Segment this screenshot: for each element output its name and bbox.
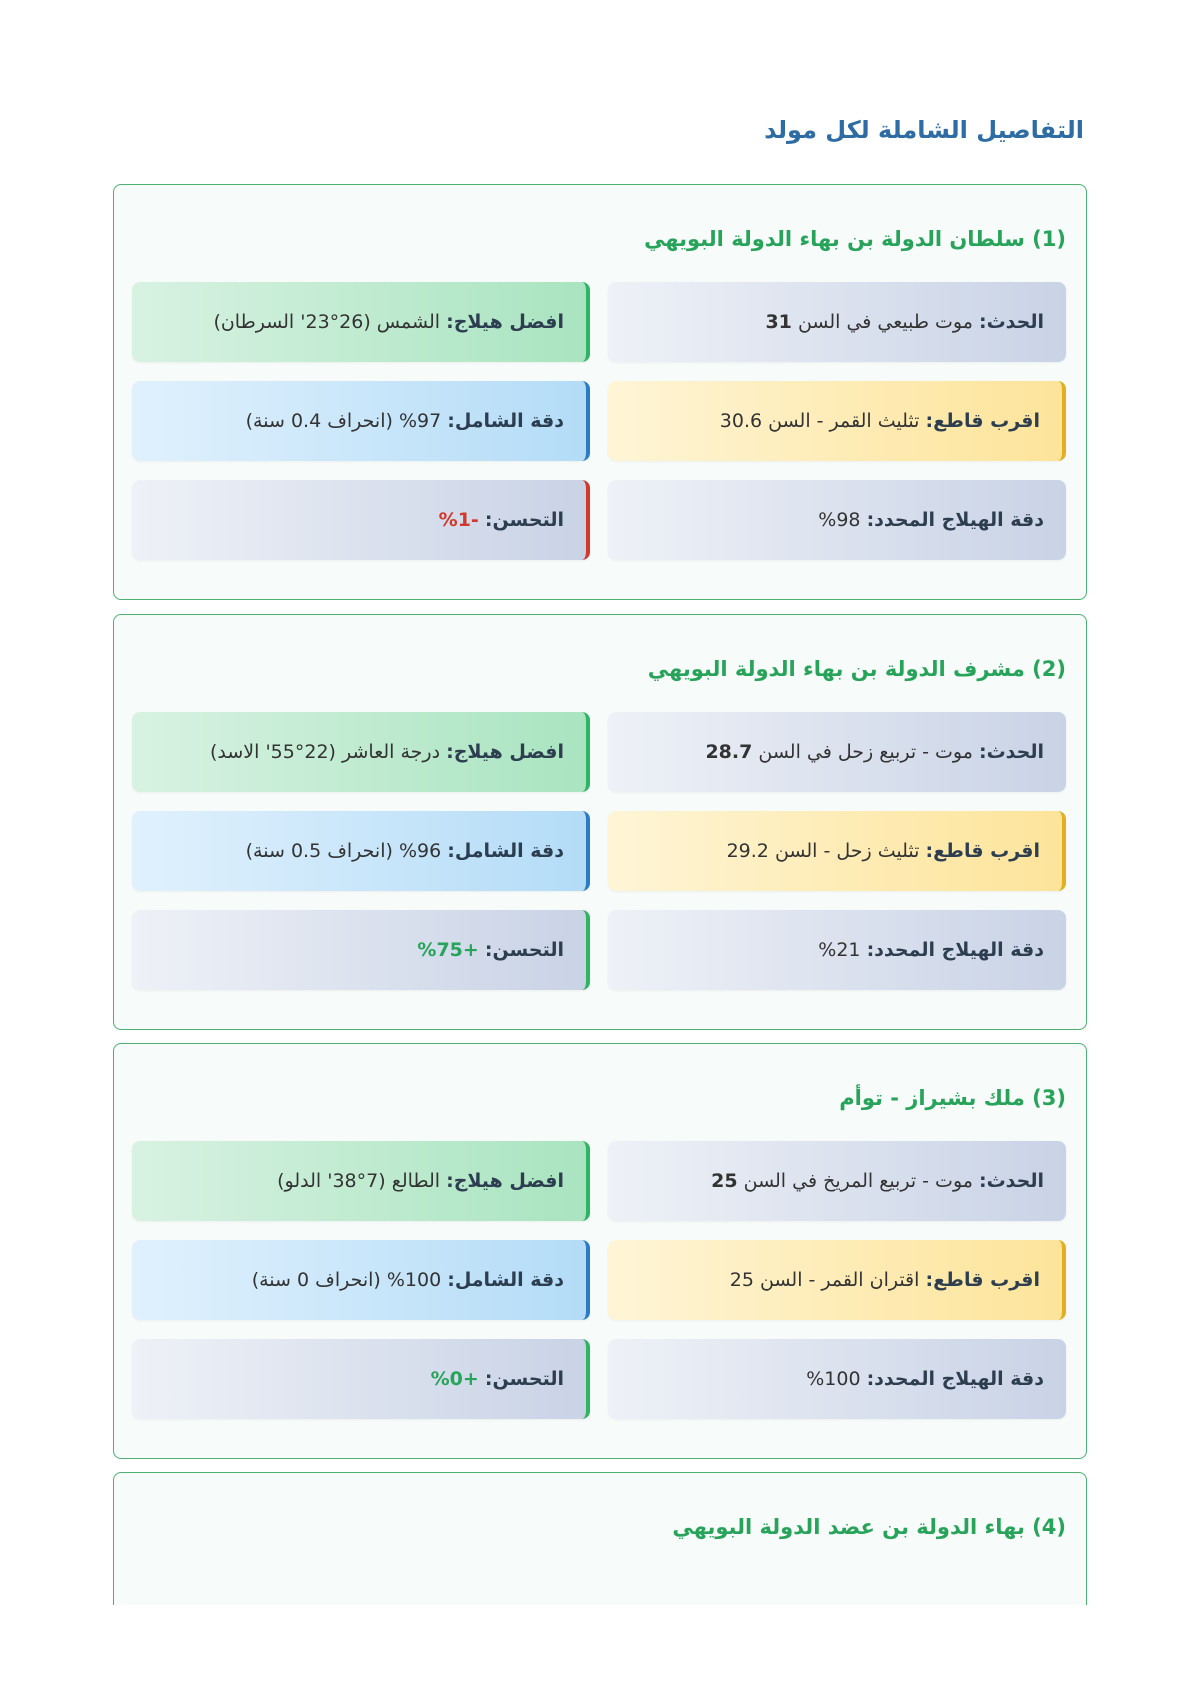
event-age: 25 [711, 1170, 738, 1192]
event-text: موت - تربيع زحل في السن [758, 741, 973, 763]
improvement-box [132, 910, 590, 990]
best-hyleg-label: افضل هيلاج: [446, 311, 564, 333]
section-title: التفاصيل الشاملة لكل مولد [764, 116, 1084, 144]
defined-hyleg-label: دقة الهيلاج المحدد: [866, 509, 1044, 531]
defined-hyleg-value: 21% [818, 939, 861, 961]
overall-accuracy-box [132, 811, 590, 891]
card-title: (4) بهاء الدولة بن عضد الدولة البويهي [672, 1515, 1066, 1539]
improvement-label: التحسن: [484, 1368, 564, 1390]
nearest-cutter-text: اقتران القمر - السن 25 [729, 1269, 920, 1291]
card-title: (3) ملك بشيراز - توأم [839, 1086, 1066, 1110]
nearest-cutter-label: اقرب قاطع: [925, 840, 1040, 862]
improvement-value: +75% [417, 939, 479, 961]
event-label: الحدث: [978, 741, 1044, 763]
nearest-cutter-box [608, 381, 1066, 461]
defined-hyleg-label: دقة الهيلاج المحدد: [866, 939, 1044, 961]
overall-accuracy-label: دقة الشامل: [447, 840, 564, 862]
ruler-card-1 [113, 184, 1087, 600]
event-age: 28.7 [705, 741, 753, 763]
best-hyleg-text: الشمس (26°23' السرطان) [213, 311, 441, 333]
nearest-cutter-box [608, 1240, 1066, 1320]
overall-accuracy-text: 100% (انحراف 0 سنة) [251, 1269, 442, 1291]
overall-accuracy-box [132, 1240, 590, 1320]
event-text: موت - تربيع المريخ في السن [743, 1170, 973, 1192]
defined-hyleg-value: 100% [806, 1368, 861, 1390]
improvement-label: التحسن: [484, 509, 564, 531]
improvement-value: -1% [438, 509, 479, 531]
improvement-box [132, 480, 590, 560]
nearest-cutter-label: اقرب قاطع: [925, 1269, 1040, 1291]
card-title: (2) مشرف الدولة بن بهاء الدولة البويهي [647, 657, 1066, 681]
nearest-cutter-label: اقرب قاطع: [925, 410, 1040, 432]
defined-hyleg-accuracy-box [608, 1339, 1066, 1419]
best-hyleg-text: الطالع (7°38' الدلو) [277, 1170, 441, 1192]
best-hyleg-text: درجة العاشر (22°55' الاسد) [209, 741, 441, 763]
best-hyleg-label: افضل هيلاج: [446, 741, 564, 763]
event-box [608, 282, 1066, 362]
event-label: الحدث: [978, 311, 1044, 333]
overall-accuracy-text: 97% (انحراف 0.4 سنة) [245, 410, 442, 432]
nearest-cutter-text: تثليث القمر - السن 30.6 [719, 410, 920, 432]
ruler-card-4 [113, 1472, 1087, 1605]
card-title: (1) سلطان الدولة بن بهاء الدولة البويهي [644, 227, 1066, 251]
nearest-cutter-text: تثليث زحل - السن 29.2 [726, 840, 920, 862]
defined-hyleg-label: دقة الهيلاج المحدد: [866, 1368, 1044, 1390]
overall-accuracy-text: 96% (انحراف 0.5 سنة) [245, 840, 442, 862]
event-box [608, 712, 1066, 792]
overall-accuracy-box [132, 381, 590, 461]
event-age: 31 [765, 311, 792, 333]
nearest-cutter-box [608, 811, 1066, 891]
ruler-card-3 [113, 1043, 1087, 1459]
ruler-card-2 [113, 614, 1087, 1030]
defined-hyleg-accuracy-box [608, 480, 1066, 560]
overall-accuracy-label: دقة الشامل: [447, 1269, 564, 1291]
event-box [608, 1141, 1066, 1221]
best-hyleg-label: افضل هيلاج: [446, 1170, 564, 1192]
improvement-box [132, 1339, 590, 1419]
best-hyleg-box [132, 712, 590, 792]
best-hyleg-box [132, 1141, 590, 1221]
defined-hyleg-accuracy-box [608, 910, 1066, 990]
defined-hyleg-value: 98% [818, 509, 861, 531]
improvement-value: +0% [430, 1368, 479, 1390]
event-text: موت طبيعي في السن [797, 311, 973, 333]
event-label: الحدث: [978, 1170, 1044, 1192]
best-hyleg-box [132, 282, 590, 362]
overall-accuracy-label: دقة الشامل: [447, 410, 564, 432]
improvement-label: التحسن: [484, 939, 564, 961]
